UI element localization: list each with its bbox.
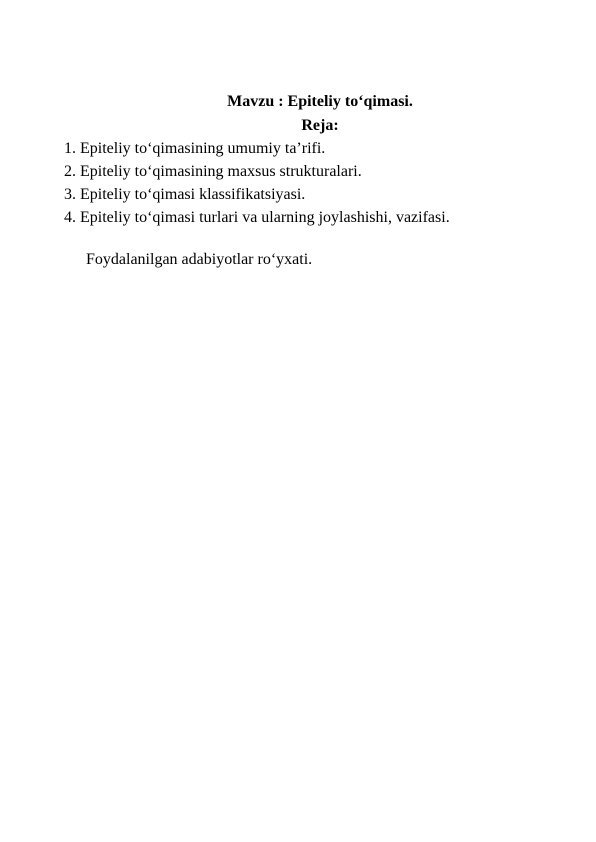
document-title: Mavzu : Epiteliy to‘qimasi. — [227, 93, 413, 110]
plan-item-number: 3. — [64, 186, 76, 203]
plan-list — [64, 137, 450, 229]
references-line: Foydalanilgan adabiyotlar ro‘yxati. — [86, 251, 313, 268]
plan-item — [64, 183, 450, 206]
plan-item-text: Epiteliy to‘qimasi klassifikatsiyasi. — [80, 186, 306, 203]
plan-item — [64, 137, 450, 160]
plan-item-number: 2. — [64, 163, 76, 180]
plan-item-number: 4. — [64, 209, 76, 226]
plan-item-number: 1. — [64, 140, 76, 157]
plan-heading: Reja: — [301, 117, 339, 134]
plan-item-text: Epiteliy to‘qimasining maxsus strukturalari. — [80, 163, 362, 180]
plan-item — [64, 206, 450, 229]
plan-item-text: Epiteliy to‘qimasi turlari va ularning joylashishi, vazifasi. — [80, 209, 450, 226]
plan-item — [64, 160, 450, 183]
plan-item-text: Epiteliy to‘qimasining umumiy ta’rifi. — [80, 140, 326, 157]
